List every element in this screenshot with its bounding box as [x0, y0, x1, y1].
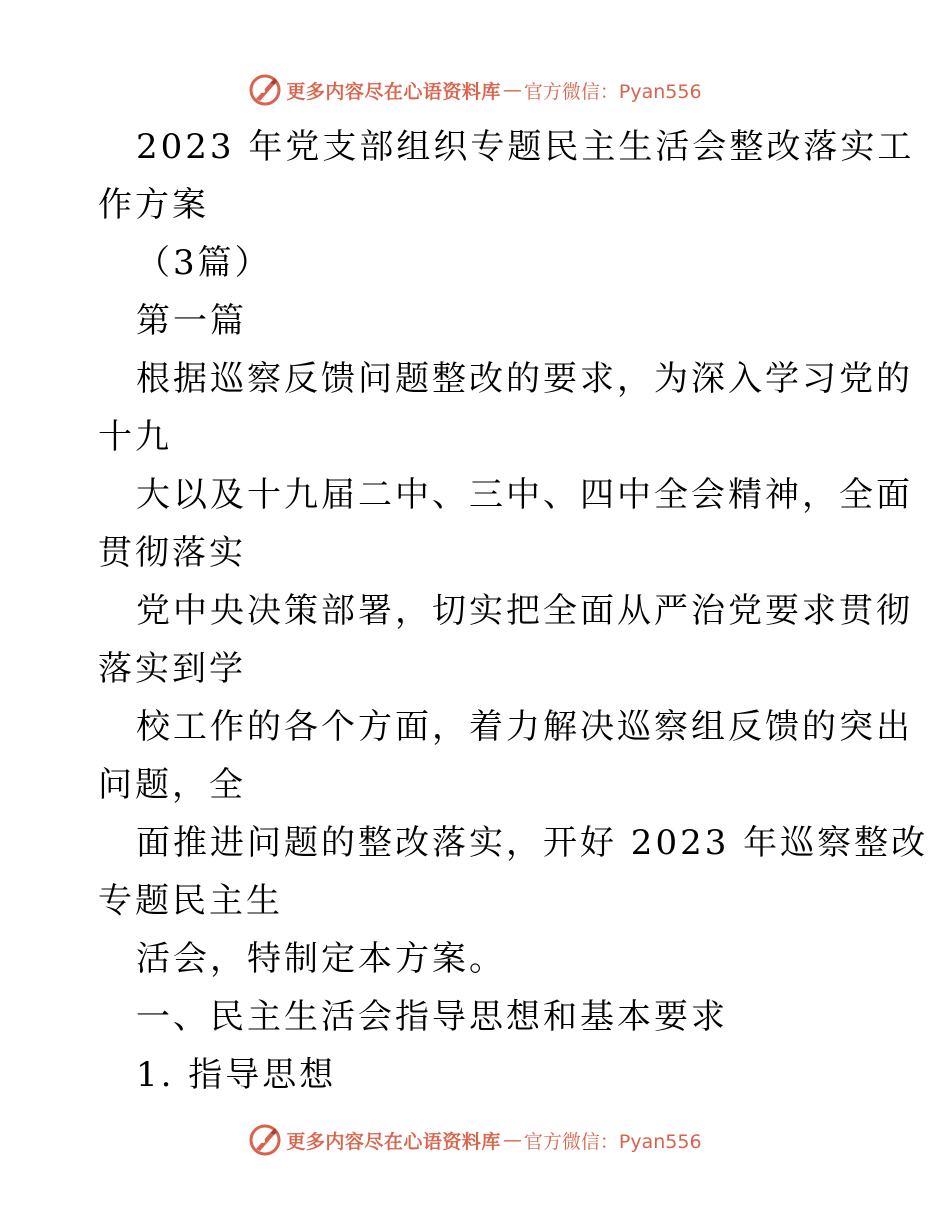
watermark-wechat-text: 官方微信：Pyan556 [523, 80, 702, 103]
watermark-header [0, 70, 950, 110]
watermark-footer [0, 1120, 950, 1160]
document-line: 专题民主生 [98, 881, 283, 921]
document-line: 活会，特制定本方案。 [136, 939, 506, 979]
document-line: 第一篇 [136, 301, 247, 341]
document-line: （3篇） [136, 243, 272, 283]
document-body [98, 118, 929, 1104]
document-line: 校工作的各个方面，着力解决巡察组反馈的突出 [136, 707, 913, 747]
document-line: 党中央决策部署，切实把全面从严治党要求贯彻 [136, 591, 913, 631]
document-line: 面推进问题的整改落实，开好 2023 年巡察整改 [136, 823, 929, 863]
document-line: 落实到学 [98, 649, 246, 689]
document-line: 问题，全 [98, 765, 246, 805]
document-line: 一、民主生活会指导思想和基本要求 [136, 997, 728, 1037]
document-line: 1. 指导思想 [136, 1055, 337, 1095]
document-line: 2023 年党支部组织专题民主生活会整改落实工 [136, 127, 915, 167]
document-line: 贯彻落实 [98, 533, 246, 573]
watermark-dash: — [502, 79, 522, 101]
document-line: 十九 [98, 417, 172, 457]
pen-logo-icon [248, 73, 282, 107]
watermark-site-text: 更多内容尽在心语资料库 [286, 80, 501, 103]
document-line: 大以及十九届二中、三中、四中全会精神，全面 [136, 475, 913, 515]
watermark-dash: — [502, 1129, 522, 1151]
watermark-wechat-text: 官方微信：Pyan556 [523, 1130, 702, 1153]
watermark-site-text: 更多内容尽在心语资料库 [286, 1130, 501, 1153]
document-line: 根据巡察反馈问题整改的要求，为深入学习党的 [136, 359, 913, 399]
pen-logo-icon [248, 1123, 282, 1157]
document-line: 作方案 [98, 185, 209, 225]
